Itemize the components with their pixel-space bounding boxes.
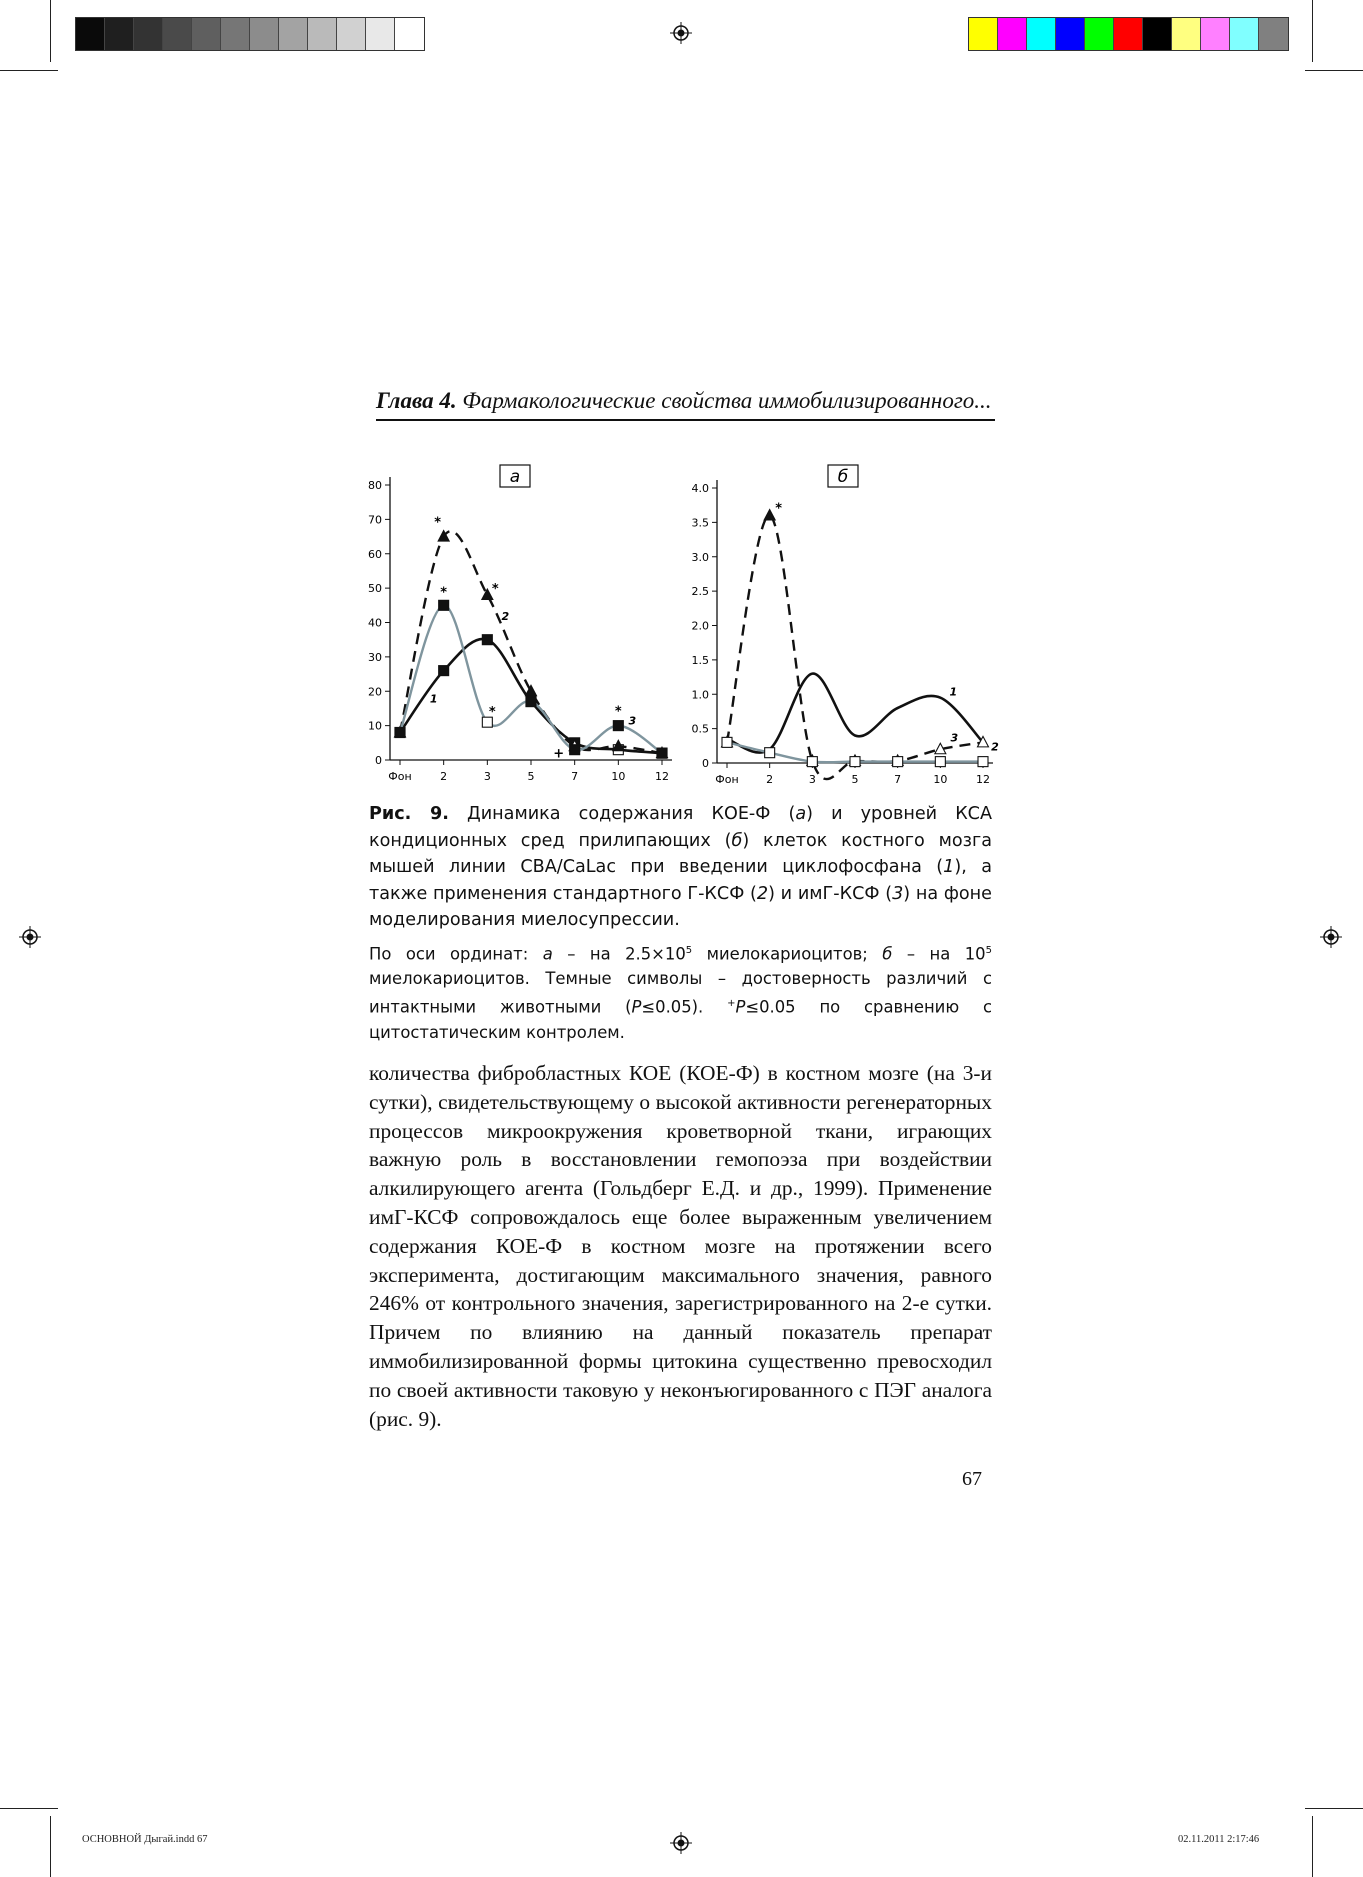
significance-marker: * [488,705,496,721]
significance-marker: + [553,746,565,762]
y-tick-label: 80 [368,479,382,492]
registration-mark-icon [670,22,692,44]
crop-mark [50,0,51,62]
x-tick-label: 2 [766,773,774,786]
color-swatch [279,18,308,50]
color-swatch [1230,18,1259,50]
data-point-square [482,635,492,645]
x-tick-label: 5 [527,770,535,783]
y-tick-label: 0 [375,754,382,767]
registration-mark-icon [19,926,41,948]
data-point-triangle [526,685,537,696]
panel-label: б [837,467,849,487]
legend-text: миелокариоцитов; [692,944,883,964]
crop-mark [0,1808,58,1809]
caption-italic: а [795,804,807,824]
color-swatch [998,18,1027,50]
chart-panel-a [360,455,680,795]
series-label: 3 [628,714,637,728]
color-swatch [1056,18,1085,50]
y-tick-label: 3.5 [691,516,709,530]
data-point-triangle [764,510,775,521]
color-swatch [366,18,395,50]
x-tick-label: 2 [440,770,448,783]
color-swatch [1085,18,1114,50]
caption-text: Динамика содержания КОЕ-Ф ( [466,804,796,824]
color-swatch [192,18,221,50]
y-tick-label: 30 [368,650,382,664]
x-tick-label: 12 [655,770,669,783]
body-paragraph: количества фибробластных КОЕ (КОЕ-Ф) в костном мозге (на 3-и сутки), свидетельствующему о высокой активности регенераторных процессов микроокружения кроветворной ткани, играющих важную роль в восстановлении гемопоэза при воздействии алкилирующего агента (Гольдберг Е.Д. и др., 1999). Применение имГ-КСФ сопровождалось еще более выраженным увеличением содержания КОЕ-Ф в костном мозге на протяжении всего эксперимента, достигающим максимального значения, равного 246% от контрольного значения, зарегистрированного на 2-е сутки. Причем по влиянию на данный показатель препарат иммобилизированной формы цитокина существенно превосходил по своей активности таковую у неконъюгированного с ПЭГ аналога (рис. 9). [369,1061,992,1431]
series-label: 2 [991,740,999,754]
legend-superscript: + [727,998,736,1010]
y-tick-label: 10 [368,719,382,733]
color-swatch [134,18,163,50]
significance-marker: * [491,582,499,597]
data-point-square [850,757,860,767]
legend-superscript: 5 [985,945,992,956]
legend-text: – на 10 [892,944,986,964]
x-tick-label: Фон [388,770,412,783]
caption-italic: б [731,830,743,851]
significance-marker: * [614,704,622,720]
crop-mark [1312,1816,1313,1877]
series-line-1 [727,674,983,753]
series-label: 1 [429,692,438,706]
y-tick-label: 60 [368,547,382,561]
running-head [376,388,995,414]
y-tick-label: 1.5 [691,653,709,667]
data-point-square [570,745,580,755]
legend-text: миелокариоцитов. Темные символы – достоверность различий с интактными животными ( [369,969,992,1017]
x-tick-label: 3 [808,773,816,786]
significance-marker: * [434,515,442,531]
legend-text: – на 2.5×10 [552,944,686,964]
legend-superscript: 5 [685,945,693,956]
caption-italic: 2 [756,883,769,904]
header-rule [376,419,995,421]
registration-mark-icon [670,1832,692,1854]
color-swatch [395,18,424,50]
legend-italic: P [631,997,642,1017]
data-point-square [439,600,449,610]
significance-marker: * [775,501,783,517]
x-tick-label: 7 [571,770,579,783]
y-tick-label: 0 [702,757,709,770]
slug-timestamp: 02.11.2011 2:17:46 [1178,1834,1260,1845]
y-tick-label: 70 [368,513,382,527]
color-swatch [1027,18,1056,50]
x-tick-label: 10 [611,770,626,783]
x-tick-label: 5 [851,773,859,786]
caption-text: ), а также применения стандартного Г-КСФ ( [369,857,992,904]
y-tick-label: 3.0 [691,550,709,564]
crop-mark [0,70,58,71]
x-tick-label: 12 [976,773,990,786]
series-label: 3 [950,731,959,745]
color-swatch [163,18,192,50]
panel-label: а [509,467,521,487]
x-tick-label: 10 [933,773,948,786]
caption-text: ) на фоне моделирования миелосупрессии. [369,883,992,930]
crop-mark [50,1816,51,1877]
color-swatch [1172,18,1201,50]
y-tick-label: 2.0 [691,619,709,633]
crop-mark [1305,1808,1363,1809]
data-point-square [893,757,903,767]
y-tick-label: 1.0 [691,688,709,702]
significance-marker: * [440,585,448,601]
y-tick-label: 50 [368,582,382,596]
slug-filename: ОСНОВНОЙ Дыгай.indd 67 [82,1834,208,1845]
data-point-square [935,757,945,767]
legend-italic: а [542,944,553,964]
legend-text: По оси ординат: [369,944,543,964]
color-swatch [1143,18,1172,50]
grayscale-calibration-bar [75,17,425,51]
crop-mark [1312,0,1313,62]
caption-text: ) клеток костного мозга мышей линии CBA/CaLac при введении циклофосфана ( [369,830,992,877]
series-line-2 [727,515,983,779]
color-swatch [1259,18,1288,50]
color-swatch [76,18,105,50]
y-tick-label: 2.5 [691,585,709,599]
caption-title: Рис. 9. [369,804,449,824]
color-swatch [969,18,998,50]
registration-mark-icon [1320,926,1342,948]
y-tick-label: 4.0 [691,482,709,495]
color-swatch [105,18,134,50]
y-tick-label: 40 [368,616,382,630]
color-swatch [308,18,337,50]
x-tick-label: 3 [483,770,491,783]
chapter-title: Фармакологические свойства иммобилизированного... [462,388,992,413]
color-swatch [1114,18,1143,50]
color-swatch [1201,18,1230,50]
legend-italic: б [882,944,893,964]
caption-text: ) и уровней КСА кондиционных сред прилипающих ( [369,804,993,851]
page-number: 67 [962,1468,982,1490]
series-label: 1 [949,685,958,699]
color-swatch [221,18,250,50]
data-point-square [613,721,623,731]
chapter-label: Глава 4. [376,388,457,413]
caption-italic: 1 [943,857,955,877]
data-point-square [395,728,405,738]
legend-italic: P [735,997,746,1017]
figure-legend [369,938,992,1045]
data-point-square [807,757,817,767]
legend-text: ≤0.05 по сравнению с цитостатическим контролем. [369,997,992,1042]
data-point-square [439,666,449,676]
color-calibration-bar [968,17,1289,51]
x-tick-label: 7 [894,773,902,786]
color-swatch [250,18,279,50]
caption-italic: 3 [892,883,904,904]
data-point-square [657,748,667,758]
series-label: 2 [501,610,510,623]
figure-caption [369,801,992,934]
data-point-square [722,737,732,747]
data-point-square [526,697,536,707]
x-tick-label: Фон [715,773,739,786]
data-point-square [978,757,988,767]
legend-text: ≤0.05). [641,997,728,1017]
chart-panel-b [675,455,1000,795]
caption-text: ) и имГ-КСФ ( [768,883,893,904]
color-swatch [337,18,366,50]
y-tick-label: 0.5 [691,722,709,736]
crop-mark [1305,70,1363,71]
y-tick-label: 20 [368,685,382,699]
data-point-square [765,748,775,758]
series-line-2 [400,531,662,753]
